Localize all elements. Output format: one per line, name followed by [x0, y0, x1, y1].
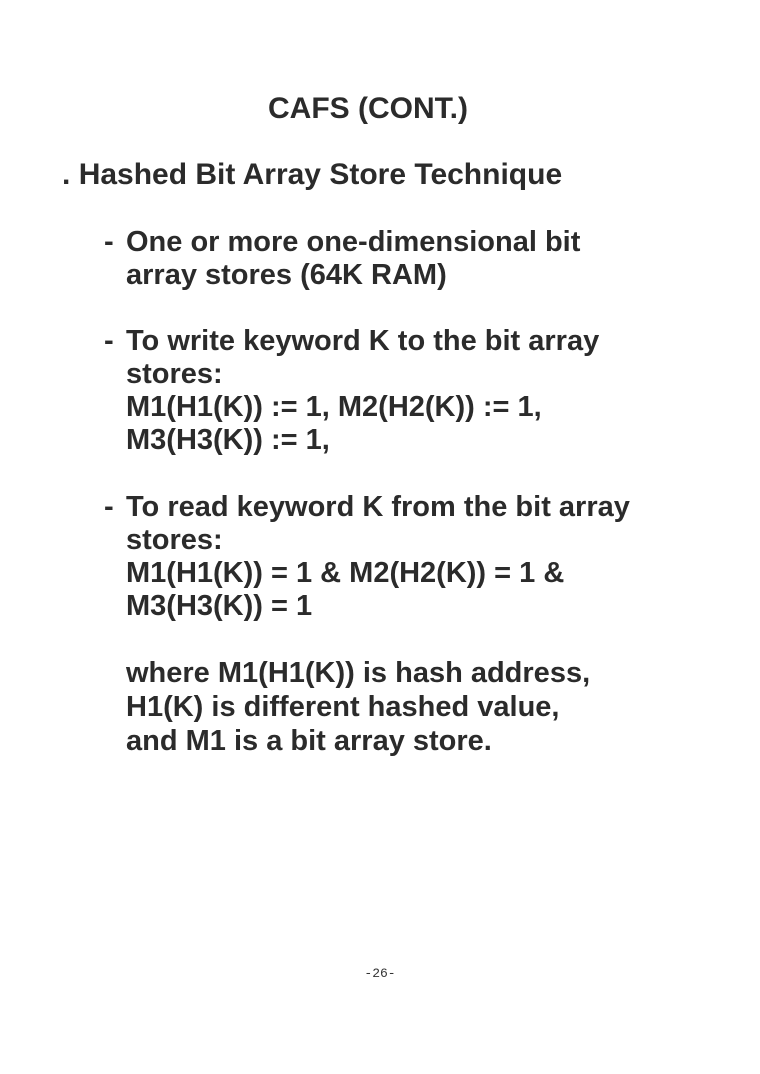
formula-line: M3(H3(K)) = 1	[126, 590, 313, 622]
item-line: stores:	[126, 358, 223, 390]
item-line: array stores (64K RAM)	[126, 259, 447, 291]
dash-marker: -	[104, 491, 114, 523]
formula-line: M3(H3(K)) := 1,	[126, 424, 330, 456]
item-line: stores:	[126, 524, 223, 556]
note-line: where M1(H1(K)) is hash address,	[126, 657, 591, 689]
note-line: H1(K) is different hashed value,	[126, 691, 560, 723]
note-line: and M1 is a bit array store.	[126, 725, 492, 757]
dash-marker: -	[104, 325, 114, 357]
item-line: To read keyword K from the bit array	[126, 491, 630, 523]
dash-marker: -	[104, 226, 114, 258]
item-line: One or more one-dimensional bit	[126, 226, 581, 258]
formula-line: M1(H1(K)) := 1, M2(H2(K)) := 1,	[126, 391, 542, 423]
heading-bullet: .	[62, 158, 71, 191]
page-title: CAFS (CONT.)	[268, 92, 468, 125]
section-heading	[62, 158, 562, 192]
definition-note	[126, 656, 590, 758]
page-number: -26-	[364, 966, 396, 981]
formula-line: M1(H1(K)) = 1 & M2(H2(K)) = 1 &	[126, 557, 565, 589]
item-line: To write keyword K to the bit array	[126, 325, 600, 357]
heading-text: Hashed Bit Array Store Technique	[78, 158, 563, 191]
